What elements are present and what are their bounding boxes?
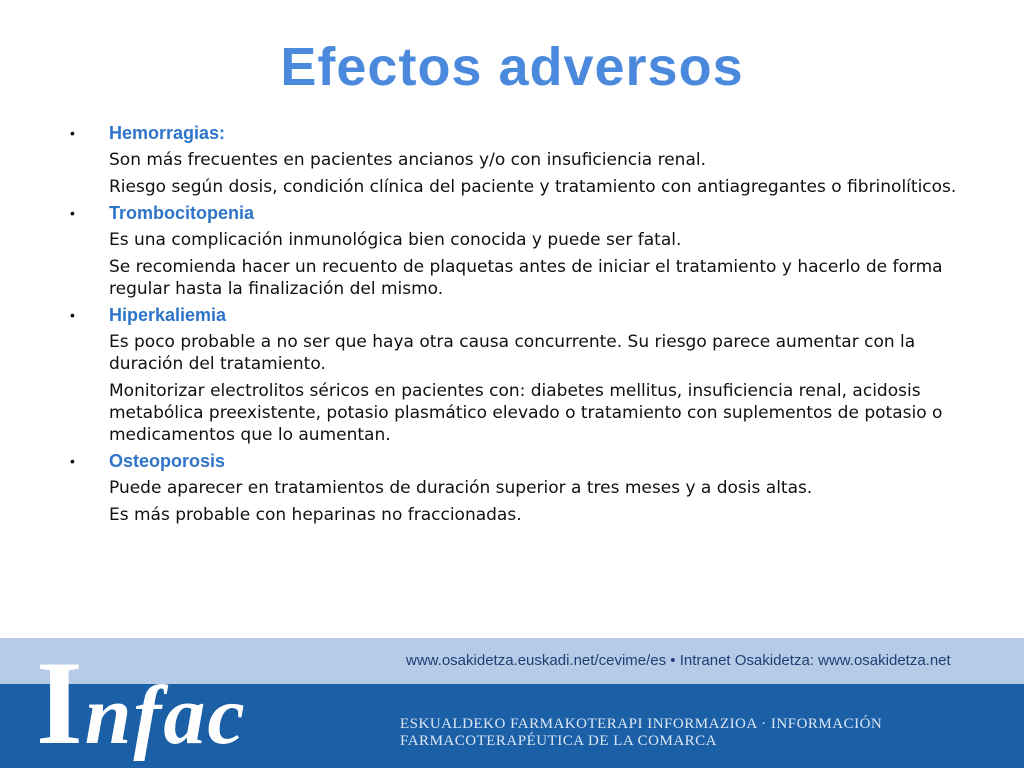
section-heading: Hiperkaliemia [109, 305, 227, 325]
bullet: • [70, 453, 75, 469]
section-paragraph: Monitorizar electrolitos séricos en pacientes con: diabetes mellitus, insuficiencia renal, acidosis metabólica preexistente, potasio plasmático elevado o tratamiento con suplementos de potasio o medicamentos que lo aumentan. [109, 381, 943, 445]
section-trombocitopenia [0, 202, 1024, 300]
section-paragraph: Son más frecuentes en pacientes ancianos y/o con insuficiencia renal. [109, 150, 707, 170]
section-paragraph: Es una complicación inmunológica bien conocida y puede ser fatal. [109, 230, 682, 250]
section-paragraph: Riesgo según dosis, condición clínica del paciente y tratamiento con antiagregantes o fibrinolíticos. [109, 177, 957, 197]
section-paragraph: Se recomienda hacer un recuento de plaquetas antes de iniciar el tratamiento y hacerlo de forma regular hasta la finalización del mismo. [109, 257, 943, 299]
footer-urls: www.osakidetza.euskadi.net/cevime/es • Intranet Osakidetza: www.osakidetza.net [406, 652, 951, 669]
section-heading: Hemorragias: [109, 123, 226, 143]
bullet: • [70, 307, 75, 323]
logo-initial: I [36, 636, 85, 769]
bullet: • [70, 125, 75, 141]
section-paragraph: Puede aparecer en tratamientos de duración superior a tres meses y a dosis altas. [109, 478, 813, 498]
section-hiperkaliemia [0, 304, 1024, 446]
section-hemorragias [0, 122, 1024, 198]
bullet: • [70, 205, 75, 221]
section-heading: Trombocitopenia [109, 203, 255, 223]
logo-rest: nfac [84, 669, 247, 762]
section-heading: Osteoporosis [109, 451, 226, 471]
section-paragraph: Es más probable con heparinas no fraccionadas. [109, 505, 522, 525]
infac-logo [36, 638, 247, 768]
section-paragraph: Es poco probable a no ser que haya otra causa concurrente. Su riesgo parece aumentar con la duración del tratamiento. [109, 332, 916, 374]
footer-banner [0, 638, 1024, 768]
footer-tagline: ESKUALDEKO FARMAKOTERAPI INFORMAZIOA · INFORMACIÓN FARMACOTERAPÉUTICA DE LA COMARCA [400, 716, 883, 749]
section-osteoporosis [0, 450, 1024, 526]
slide-title: Efectos adversos [280, 37, 744, 97]
slide-content [0, 122, 1024, 526]
